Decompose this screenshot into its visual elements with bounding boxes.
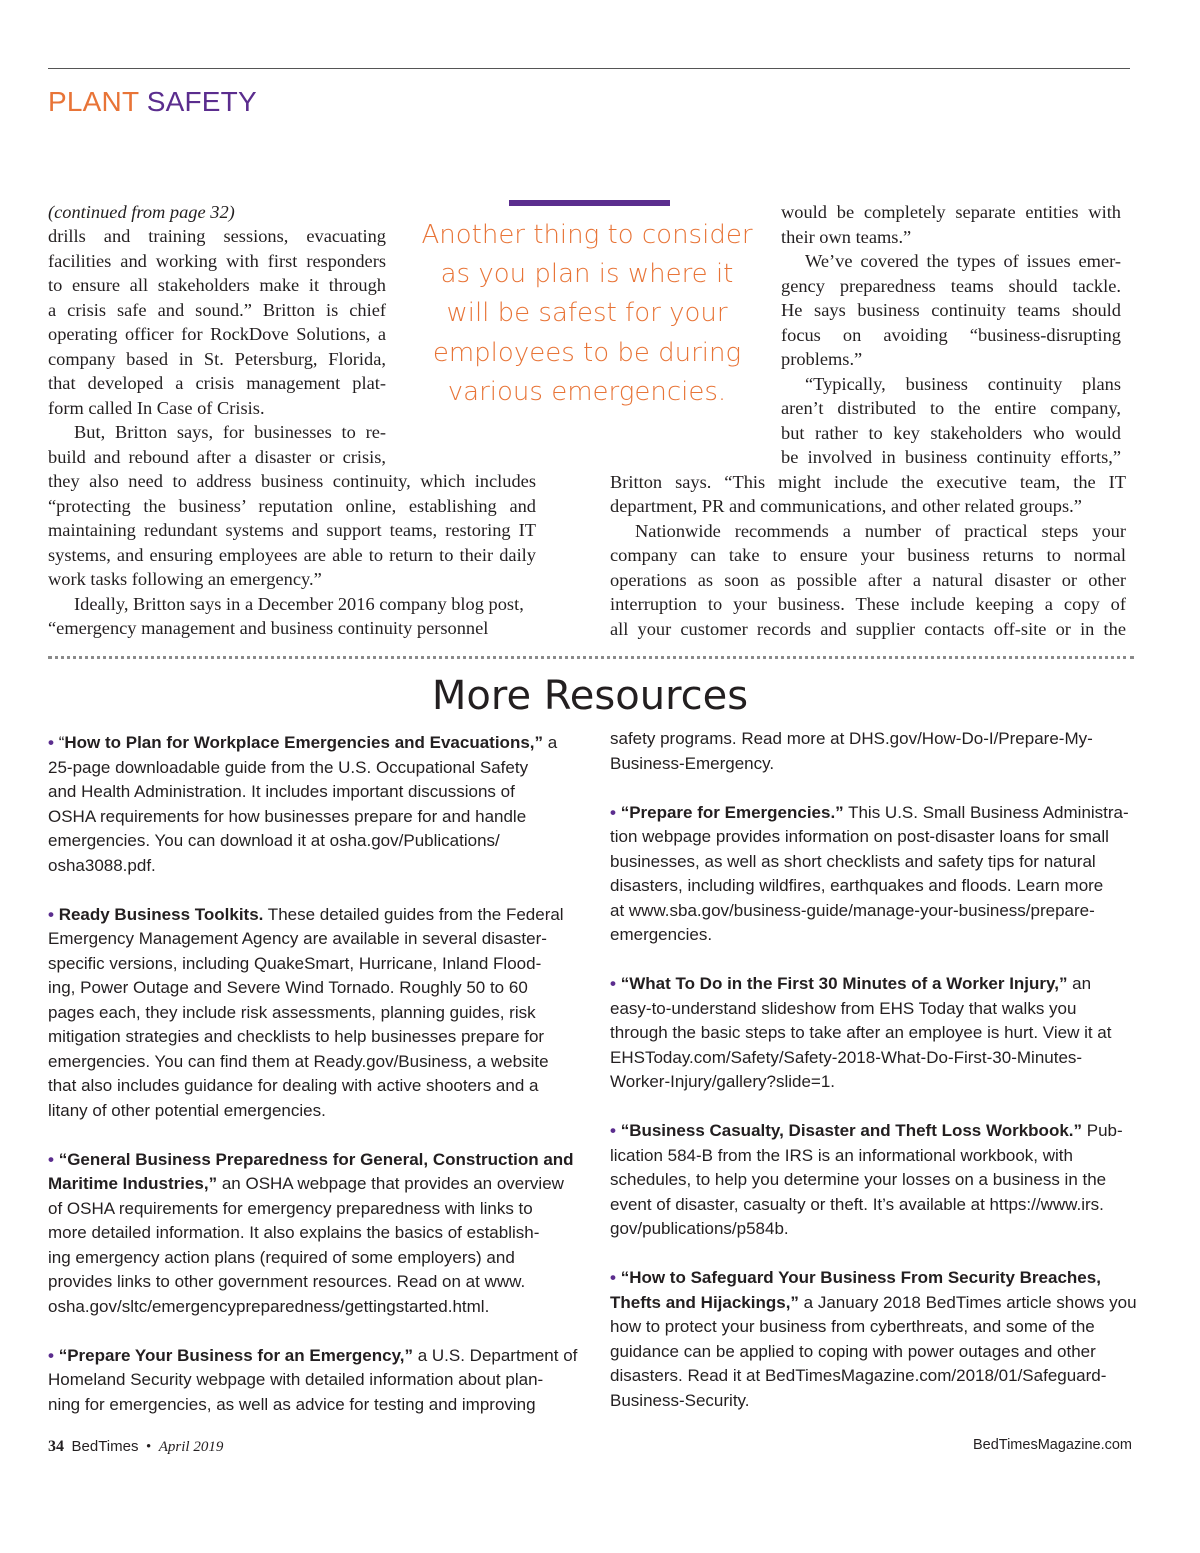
- resource-text: ing emergency action plans (required of some employers) and: [48, 1247, 515, 1267]
- article-line: Ideally, Britton says in a December 2016 company blog post,: [74, 593, 524, 614]
- article-line: aren’t distributed to the entire company,: [781, 398, 1121, 418]
- resource-text: at www.sba.gov/business-guide/manage-your-business/prepare-: [610, 900, 1095, 920]
- resource-title: “Prepare Your Business for an Emergency,”: [58, 1345, 413, 1365]
- article-line: a crisis safe and sound.” Britton is chief: [48, 299, 386, 320]
- bullet-icon: •: [48, 1149, 59, 1169]
- resource-text: Pub-: [1082, 1121, 1123, 1140]
- resource-text: an OSHA webpage that provides an overview: [217, 1174, 564, 1193]
- resource-line: [610, 1266, 1101, 1291]
- section-title-word-plant: PLANT: [48, 86, 139, 117]
- bullet-icon: •: [610, 974, 621, 993]
- article-line: “protecting the business’ reputation online, establishing and: [48, 495, 536, 516]
- resource-line: [48, 1295, 489, 1320]
- resource-text: a January 2018 BedTimes article shows you: [798, 1292, 1137, 1312]
- resource-line: [48, 854, 156, 879]
- resource-title: “General Business Preparedness for General, Construction and: [58, 1149, 574, 1169]
- continued-note: (continued from page 32): [48, 202, 235, 222]
- article-line: to ensure all stakeholders make it through: [48, 275, 386, 295]
- resource-text: guidance can be applied to coping with power outages and other: [610, 1341, 1096, 1361]
- section-title-word-safety: SAFETY: [146, 86, 257, 117]
- resource-line: [48, 780, 515, 805]
- article-line: form called In Case of Crisis.: [48, 397, 265, 418]
- resource-title: How to Plan for Workplace Emergencies and Evacuations,”: [64, 733, 544, 752]
- article-line: interruption to your business. These include keeping a copy of: [610, 594, 1126, 614]
- resource-text: easy-to-understand slideshow from EHS Today that walks you: [610, 998, 1077, 1018]
- article-line: company based in St. Petersburg, Florida,: [48, 348, 386, 369]
- bullet-icon: •: [610, 1268, 621, 1287]
- footer-website: BedTimesMagazine.com: [972, 1437, 1132, 1453]
- resource-line: [48, 1344, 577, 1369]
- pull-quote-line: will be safest for your: [446, 298, 728, 329]
- resource-line: [610, 752, 774, 777]
- article-line: But, Britton says, for businesses to re-: [74, 422, 386, 442]
- resource-text: osha3088.pdf.: [48, 855, 156, 875]
- resource-text: emergencies.: [610, 925, 713, 944]
- pull-quote-line: Another thing to consider: [421, 220, 753, 250]
- resource-text: OSHA requirements for how businesses prepare for and handle: [48, 806, 527, 826]
- dotted-divider: [48, 656, 1134, 659]
- resource-text: osha.gov/sltc/emergencypreparedness/gettingstarted.html.: [48, 1296, 490, 1316]
- resource-text: emergencies. You can download it at osha.gov/Publications/: [48, 831, 500, 850]
- resource-text: ning for emergencies, as well as advice for testing and improving: [48, 1394, 536, 1414]
- resource-title: “Prepare for Emergencies.”: [620, 802, 844, 822]
- resource-line: [610, 1144, 1073, 1169]
- resource-text: that also includes guidance for dealing with active shooters and a: [48, 1076, 539, 1095]
- resource-line: [610, 1070, 835, 1095]
- resource-line: [610, 801, 1129, 826]
- resource-line: [610, 1291, 1137, 1316]
- resource-line: [48, 805, 526, 830]
- resource-line: [48, 731, 557, 756]
- article-line: would be completely separate entities with: [781, 202, 1121, 222]
- resource-line: [610, 972, 1091, 997]
- pull-quote-bar: [509, 200, 670, 206]
- resource-line: [48, 1074, 538, 1099]
- article-line: facilities and working with first responders: [48, 250, 386, 271]
- article-line: they also need to address business continuity, which includes: [48, 471, 536, 491]
- resource-text: specific versions, including QuakeSmart, Hurricane, Inland Flood-: [48, 953, 542, 973]
- article-line: systems, and ensuring employees are able to return to their daily: [48, 544, 536, 565]
- article-line: operations as soon as possible after a natural disaster or other: [610, 569, 1126, 590]
- resource-line: [48, 1393, 536, 1418]
- issue-date: April 2019: [158, 1439, 224, 1455]
- bullet-icon: •: [610, 802, 621, 822]
- pull-quote-line: as you plan is where it: [440, 259, 734, 290]
- resource-line: [48, 756, 528, 781]
- resource-text: event of disaster, casualty or theft. It’s available at https://www.irs.: [610, 1194, 1104, 1214]
- footer-folio: [48, 1438, 223, 1456]
- article-line: but rather to key stakeholders who would: [781, 422, 1121, 443]
- article-line: Britton says. “This might include the executive team, the IT: [610, 471, 1126, 492]
- article-line: drills and training sessions, evacuating: [48, 226, 386, 246]
- resource-text: disasters, including wildfires, earthquakes and floods. Learn more: [610, 876, 1104, 895]
- resource-text: Homeland Security webpage with detailed information about plan-: [48, 1370, 544, 1389]
- resource-text: gov/publications/p584b.: [610, 1219, 789, 1238]
- article-line: be involved in business continuity efforts,”: [781, 447, 1121, 467]
- resource-line: [48, 1246, 515, 1271]
- resource-text: a: [543, 733, 558, 752]
- resource-line: [48, 1368, 543, 1393]
- pull-quote-line: various emergencies.: [447, 376, 727, 407]
- resource-line: [610, 1168, 1106, 1193]
- resource-line: [610, 825, 1109, 850]
- resource-line: [610, 850, 1096, 875]
- resource-title: Maritime Industries,”: [48, 1174, 218, 1193]
- article-line: gency preparedness teams should tackle.: [781, 275, 1121, 296]
- pull-quote-line: employees to be during: [432, 337, 742, 368]
- resource-text: Business-Security.: [610, 1390, 750, 1410]
- bullet-icon: •: [48, 1345, 59, 1365]
- resource-text: how to protect your business from cyberthreats, and some of the: [610, 1317, 1095, 1336]
- resource-line: [48, 927, 547, 952]
- resource-text: Emergency Management Agency are available in several disaster-: [48, 929, 547, 948]
- resource-line: [48, 1172, 564, 1197]
- article-line: focus on avoiding “business-disrupting: [781, 324, 1121, 345]
- article-line: We’ve covered the types of issues emer-: [805, 251, 1121, 271]
- resource-text: litany of other potential emergencies.: [48, 1100, 326, 1120]
- footer-separator: •: [145, 1439, 152, 1455]
- resource-line: [610, 1217, 789, 1242]
- resource-text: schedules, to help you determine your losses on a business in the: [610, 1170, 1107, 1189]
- resource-line: [48, 1050, 549, 1075]
- resource-text: an: [1067, 974, 1092, 993]
- resource-line: [610, 1021, 1111, 1046]
- resource-line: [48, 1221, 539, 1246]
- resource-line: [610, 899, 1095, 924]
- resource-line: [610, 1389, 750, 1414]
- pull-quote: [420, 216, 754, 412]
- header-rule: [48, 68, 1130, 69]
- resource-line: [610, 1340, 1096, 1365]
- resource-text: a U.S. Department of: [412, 1345, 578, 1365]
- article-line: department, PR and communications, and other related groups.”: [610, 496, 1082, 516]
- resource-line: [610, 1119, 1123, 1144]
- article-line: all your customer records and supplier contacts off-site or in the: [610, 618, 1126, 639]
- article-line: build and rebound after a disaster or crisis,: [48, 446, 386, 467]
- resource-text: safety programs. Read more at DHS.gov/How-Do-I/Prepare-My-: [610, 729, 1093, 748]
- article-line: problems.”: [781, 349, 863, 369]
- article-line: maintaining redundant systems and support teams, restoring IT: [48, 520, 536, 540]
- resource-title: “What To Do in the First 30 Minutes of a Worker Injury,”: [620, 974, 1068, 993]
- article-line: He says business continuity teams should: [781, 300, 1121, 320]
- resource-text: EHSToday.com/Safety/Safety-2018-What-Do-First-30-Minutes-: [610, 1047, 1083, 1067]
- article-line: that developed a crisis management plat-: [48, 373, 386, 393]
- resource-text: Business-Emergency.: [610, 753, 775, 773]
- resource-line: [610, 923, 712, 948]
- resource-text: through the basic steps to take after an employee is hurt. View it at: [610, 1023, 1112, 1042]
- resource-title: Thefts and Hijackings,”: [610, 1292, 799, 1312]
- resources-title: More Resources: [431, 673, 749, 719]
- resource-text: businesses, as well as short checklists and safety tips for natural: [610, 851, 1096, 871]
- resource-line: [48, 952, 541, 977]
- magazine-name: BedTimes: [71, 1438, 139, 1455]
- resource-text: of OSHA requirements for emergency preparedness with links to: [48, 1198, 533, 1218]
- resource-line: [610, 1193, 1104, 1218]
- resource-text: provides links to other government resources. Read on at www.: [48, 1272, 526, 1291]
- resource-line: [48, 903, 564, 928]
- resource-text: more detailed information. It also explains the basics of establish-: [48, 1223, 540, 1242]
- resource-text: and Health Administration. It includes important discussions of: [48, 782, 515, 801]
- resource-text: This U.S. Small Business Administra-: [843, 802, 1129, 822]
- resource-line: [48, 976, 528, 1001]
- resource-text: pages each, they include risk assessments, planning guides, risk: [48, 1002, 536, 1022]
- article-line: “Typically, business continuity plans: [805, 373, 1121, 394]
- resource-line: [610, 997, 1076, 1022]
- resource-text: disasters. Read it at BedTimesMagazine.com/2018/01/Safeguard-: [610, 1366, 1107, 1385]
- resource-line: [48, 1001, 536, 1026]
- resource-line: [48, 1197, 533, 1222]
- resource-text: These detailed guides from the Federal: [263, 904, 564, 924]
- resource-text: lication 584-B from the IRS is an informational workbook, with: [610, 1145, 1073, 1165]
- bullet-icon: •: [610, 1121, 621, 1140]
- article-line: work tasks following an emergency.”: [48, 569, 322, 589]
- resource-line: [48, 1099, 326, 1124]
- resource-line: [48, 1025, 544, 1050]
- resource-title: Ready Business Toolkits.: [58, 904, 264, 924]
- article-line: company can take to ensure your business returns to normal: [610, 545, 1126, 565]
- resource-line: [48, 1148, 574, 1173]
- resource-text: ing, Power Outage and Severe Wind Tornado. Roughly 50 to 60: [48, 978, 528, 997]
- article-line: operating officer for RockDove Solutions, a: [48, 324, 386, 344]
- bullet-icon: •: [48, 733, 59, 752]
- article-line: “emergency management and business continuity personnel: [48, 618, 489, 638]
- section-title: [48, 86, 257, 118]
- resource-title: “Business Casualty, Disaster and Theft Loss Workbook.”: [620, 1121, 1083, 1140]
- resource-title: “How to Safeguard Your Business From Security Breaches,: [620, 1268, 1101, 1287]
- resource-text: emergencies. You can find them at Ready.gov/Business, a website: [48, 1051, 549, 1071]
- resource-text: mitigation strategies and checklists to help businesses prepare for: [48, 1027, 545, 1046]
- page-number: 34: [48, 1438, 64, 1455]
- article-line: Nationwide recommends a number of practical steps your: [635, 520, 1126, 541]
- resource-line: [610, 1315, 1095, 1340]
- bullet-icon: •: [48, 904, 59, 924]
- resource-line: [610, 874, 1103, 899]
- resource-line: [610, 727, 1093, 752]
- resource-line: [610, 1364, 1106, 1389]
- article-line: their own teams.”: [781, 226, 912, 247]
- resource-line: [48, 829, 500, 854]
- resource-text: “: [58, 733, 65, 752]
- resource-text: tion webpage provides information on post-disaster loans for small: [610, 827, 1109, 846]
- resource-text: Worker-Injury/gallery?slide=1.: [610, 1072, 836, 1091]
- resource-line: [610, 1046, 1082, 1071]
- resource-line: [48, 1270, 525, 1295]
- resource-text: 25-page downloadable guide from the U.S. Occupational Safety: [48, 757, 529, 777]
